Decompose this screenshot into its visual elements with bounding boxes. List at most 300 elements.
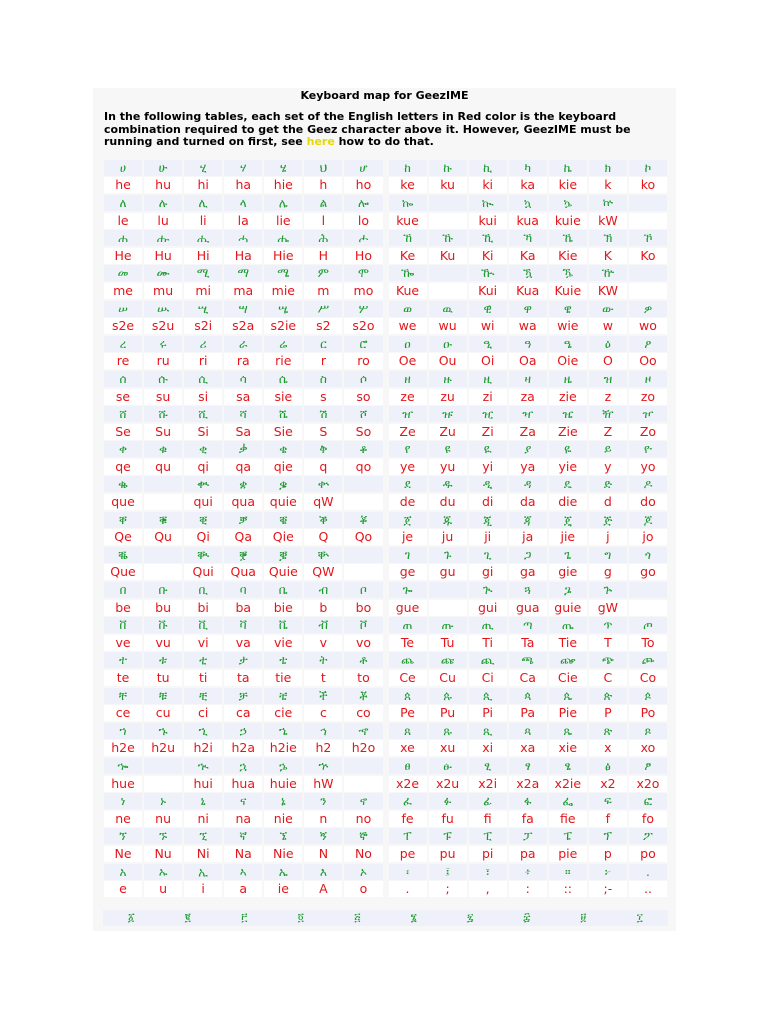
- geez-character-cell: ጄ: [549, 512, 587, 528]
- geez-character-cell: ጲ: [469, 688, 507, 704]
- key-combination-cell: To: [629, 635, 667, 651]
- key-combination-cell: ra: [224, 353, 262, 369]
- key-combination-cell: ni: [184, 811, 222, 827]
- geez-character-cell: ኙ: [144, 828, 182, 844]
- geez-character-cell: ኄ: [264, 723, 302, 739]
- geez-character-cell: ፑ: [429, 828, 467, 844]
- geez-character-cell: ዘ: [389, 371, 427, 387]
- geez-character-cell: ድ: [589, 476, 627, 492]
- geez-character-cell: ዀ: [389, 265, 427, 281]
- key-combination-cell: wi: [469, 318, 507, 334]
- key-combination-cell: yu: [429, 459, 467, 475]
- key-combination-cell: N: [304, 846, 342, 862]
- key-combination-cell: Zie: [549, 424, 587, 440]
- geez-character-cell: ኡ: [144, 864, 182, 880]
- key-combination-cell: w: [589, 318, 627, 334]
- geez-character-cell: ኣ: [224, 864, 262, 880]
- key-combination-cell: qu: [144, 459, 182, 475]
- key-combination-cell: Po: [629, 705, 667, 721]
- key-combination-cell: wie: [549, 318, 587, 334]
- geez-character-cell: ሲ: [184, 371, 222, 387]
- geez-character-cell: ኛ: [224, 828, 262, 844]
- geez-character-row: [103, 229, 668, 247]
- key-combination-cell: kW: [589, 213, 627, 229]
- key-combination-cell: O: [589, 353, 627, 369]
- key-combination-row: [103, 810, 668, 828]
- key-combination-cell: lie: [264, 213, 302, 229]
- geez-character-cell: ፉ: [429, 793, 467, 809]
- key-combination-row: [103, 353, 668, 371]
- geez-character-cell: ቶ: [344, 652, 382, 668]
- key-combination-cell: va: [224, 635, 262, 651]
- key-combination-cell: ne: [104, 811, 142, 827]
- geez-character-cell: [344, 476, 382, 492]
- key-combination-cell: kua: [509, 213, 547, 229]
- geez-character-cell: ዐ: [389, 336, 427, 352]
- geez-character-cell: ቀ: [104, 441, 142, 457]
- geez-character-cell: አ: [104, 864, 142, 880]
- key-combination-cell: so: [344, 389, 382, 405]
- key-combination-cell: r: [304, 353, 342, 369]
- geez-character-cell: ኍ: [304, 758, 342, 774]
- key-combination-row: [103, 317, 668, 335]
- geez-character-cell: ፐ: [389, 828, 427, 844]
- key-combination-cell: Nu: [144, 846, 182, 862]
- key-combination-cell: Si: [184, 424, 222, 440]
- geez-character-cell: ሓ: [224, 230, 262, 246]
- geez-character-cell: ቆ: [344, 441, 382, 457]
- key-combination-cell: h2ie: [264, 740, 302, 756]
- key-combination-cell: [144, 494, 182, 510]
- geez-character-cell: ኂ: [184, 723, 222, 739]
- key-combination-cell: [144, 564, 182, 580]
- key-combination-row: [103, 423, 668, 441]
- geez-character-cell: ሃ: [224, 160, 262, 176]
- key-combination-cell: hu: [144, 177, 182, 193]
- key-combination-cell: nie: [264, 811, 302, 827]
- geez-character-cell: ጹ: [429, 723, 467, 739]
- key-combination-cell: p: [589, 846, 627, 862]
- geez-character-cell: [429, 582, 467, 598]
- geez-character-cell: ኹ: [429, 230, 467, 246]
- key-combination-cell: ma: [224, 283, 262, 299]
- key-combination-cell: S: [304, 424, 342, 440]
- geez-character-cell: ጥ: [589, 617, 627, 633]
- geez-character-cell: ዪ: [469, 441, 507, 457]
- key-combination-cell: Na: [224, 846, 262, 862]
- key-combination-cell: to: [344, 670, 382, 686]
- key-combination-cell: ye: [389, 459, 427, 475]
- geez-character-cell: ሉ: [144, 195, 182, 211]
- key-combination-cell: f: [589, 811, 627, 827]
- geez-character-cell: ኲ: [469, 195, 507, 211]
- key-combination-cell: [429, 213, 467, 229]
- geez-character-cell: ኢ: [184, 864, 222, 880]
- geez-character-cell: በ: [104, 582, 142, 598]
- geez-character-cell: ላ: [224, 195, 262, 211]
- geez-character-cell: ዴ: [549, 476, 587, 492]
- geez-character-row: [103, 265, 668, 283]
- key-combination-cell: bu: [144, 600, 182, 616]
- geez-character-cell: ሻ: [224, 406, 262, 422]
- key-combination-cell: fi: [469, 811, 507, 827]
- key-combination-cell: Qua: [224, 564, 262, 580]
- key-combination-cell: de: [389, 494, 427, 510]
- geez-character-cell: ቝ: [304, 547, 342, 563]
- key-combination-cell: g: [589, 564, 627, 580]
- key-combination-cell: hua: [224, 776, 262, 792]
- geez-character-cell: ቦ: [344, 582, 382, 598]
- geez-character-cell: ሱ: [144, 371, 182, 387]
- key-combination-cell: ko: [629, 177, 667, 193]
- key-combination-row: [103, 845, 668, 863]
- geez-character-cell: ይ: [589, 441, 627, 457]
- key-combination-cell: ce: [104, 705, 142, 721]
- key-combination-cell: h2i: [184, 740, 222, 756]
- key-combination-cell: hW: [304, 776, 342, 792]
- geez-character-cell: ቍ: [304, 476, 342, 492]
- geez-character-cell: [144, 547, 182, 563]
- key-combination-cell: xu: [429, 740, 467, 756]
- key-combination-cell: ,: [469, 881, 507, 897]
- key-combination-cell: s2ie: [264, 318, 302, 334]
- key-combination-cell: Pe: [389, 705, 427, 721]
- key-combination-row: [103, 564, 668, 582]
- geez-character-cell: ፃ: [509, 758, 547, 774]
- geez-character-row: [103, 194, 668, 212]
- key-combination-cell: re: [104, 353, 142, 369]
- geez-character-cell: ፕ: [589, 828, 627, 844]
- geez-character-cell: [344, 547, 382, 563]
- key-combination-cell: qua: [224, 494, 262, 510]
- geez-character-cell: ጃ: [509, 512, 547, 528]
- geez-character-cell: ቑ: [144, 512, 182, 528]
- key-combination-cell: Oie: [549, 353, 587, 369]
- geez-character-cell: ቢ: [184, 582, 222, 598]
- key-combination-cell: Qa: [224, 529, 262, 545]
- key-combination-cell: ci: [184, 705, 222, 721]
- key-combination-cell: n: [304, 811, 342, 827]
- key-combination-row: [103, 669, 668, 687]
- key-combination-cell: ca: [224, 705, 262, 721]
- geez-character-cell: ወ: [389, 301, 427, 317]
- geez-character-row: [103, 476, 668, 494]
- geez-character-cell: [429, 195, 467, 211]
- geez-numeral-cell: ፬: [297, 911, 304, 924]
- geez-character-cell: ቅ: [304, 441, 342, 457]
- key-combination-cell: je: [389, 529, 427, 545]
- geez-character-cell: ጡ: [429, 617, 467, 633]
- geez-character-cell: ህ: [304, 160, 342, 176]
- key-combination-cell: hi: [184, 177, 222, 193]
- key-combination-cell: e: [104, 881, 142, 897]
- geez-character-cell: ጣ: [509, 617, 547, 633]
- key-combination-row: [103, 493, 668, 511]
- key-combination-cell: Q: [304, 529, 342, 545]
- geez-numeral-cell: ፯: [466, 911, 474, 924]
- geez-character-cell: ኒ: [184, 793, 222, 809]
- geez-character-row: [103, 616, 668, 634]
- geez-character-cell: ሣ: [224, 301, 262, 317]
- key-combination-cell: fu: [429, 811, 467, 827]
- key-combination-cell: du: [429, 494, 467, 510]
- geez-character-cell: ዡ: [429, 406, 467, 422]
- key-combination-cell: lo: [344, 213, 382, 229]
- geez-character-cell: [429, 265, 467, 281]
- key-combination-cell: Za: [509, 424, 547, 440]
- key-combination-cell: ::: [549, 881, 587, 897]
- key-combination-cell: QW: [304, 564, 342, 580]
- key-combination-cell: [344, 494, 382, 510]
- geez-character-cell: ሁ: [144, 160, 182, 176]
- key-combination-cell: Oe: [389, 353, 427, 369]
- geez-character-cell: ዄ: [549, 265, 587, 281]
- geez-character-cell: ፦: [589, 864, 627, 880]
- key-combination-cell: Que: [104, 564, 142, 580]
- geez-character-cell: ፎ: [629, 793, 667, 809]
- geez-character-cell: .: [629, 864, 667, 880]
- geez-character-cell: ፡: [389, 864, 427, 880]
- geez-character-cell: ዂ: [469, 265, 507, 281]
- geez-character-cell: ሄ: [264, 160, 302, 176]
- geez-character-cell: ሂ: [184, 160, 222, 176]
- key-combination-cell: na: [224, 811, 262, 827]
- geez-numeral-cell: ፭: [354, 911, 361, 924]
- key-combination-cell: si: [184, 389, 222, 405]
- key-combination-cell: m: [304, 283, 342, 299]
- key-combination-cell: No: [344, 846, 382, 862]
- geez-character-cell: ዤ: [549, 406, 587, 422]
- key-combination-cell: mie: [264, 283, 302, 299]
- geez-character-cell: ፌ: [549, 793, 587, 809]
- geez-character-cell: ሺ: [184, 406, 222, 422]
- geez-character-cell: ዕ: [589, 336, 627, 352]
- geez-character-row: [103, 335, 668, 353]
- geez-character-cell: ኔ: [264, 793, 302, 809]
- geez-numeral-cell: ፪: [184, 911, 191, 924]
- geez-character-cell: ብ: [304, 582, 342, 598]
- key-combination-cell: ke: [389, 177, 427, 193]
- geez-character-cell: ጺ: [469, 723, 507, 739]
- key-combination-cell: kuie: [549, 213, 587, 229]
- geez-character-cell: ቸ: [104, 688, 142, 704]
- geez-character-cell: ሌ: [264, 195, 302, 211]
- geez-character-cell: ጦ: [629, 617, 667, 633]
- key-combination-cell: Kuie: [549, 283, 587, 299]
- key-combination-row: [103, 177, 668, 195]
- key-combination-cell: Tie: [549, 635, 587, 651]
- key-combination-cell: T: [589, 635, 627, 651]
- geez-character-cell: ጱ: [429, 688, 467, 704]
- geez-character-row: [103, 863, 668, 881]
- geez-numeral-cell: ፰: [523, 911, 531, 924]
- key-combination-cell: zo: [629, 389, 667, 405]
- key-combination-cell: ka: [509, 177, 547, 193]
- page-title: Keyboard map for GeezIME: [300, 89, 469, 102]
- key-combination-cell: x2u: [429, 776, 467, 792]
- key-combination-cell: Quie: [264, 564, 302, 580]
- key-combination-cell: po: [629, 846, 667, 862]
- geez-character-cell: ጆ: [629, 512, 667, 528]
- key-combination-cell: Tu: [429, 635, 467, 651]
- key-combination-cell: Cu: [429, 670, 467, 686]
- geez-character-row: [103, 757, 668, 775]
- geez-character-cell: ል: [304, 195, 342, 211]
- geez-character-row: [103, 300, 668, 318]
- geez-character-cell: ቲ: [184, 652, 222, 668]
- key-combination-cell: b: [304, 600, 342, 616]
- geez-character-cell: ዛ: [509, 371, 547, 387]
- key-combination-cell: C: [589, 670, 627, 686]
- geez-character-cell: ቃ: [224, 441, 262, 457]
- key-combination-cell: [144, 776, 182, 792]
- intro-paragraph: [104, 111, 669, 149]
- geez-character-cell: ጐ: [389, 582, 427, 598]
- geez-character-cell: [629, 582, 667, 598]
- key-combination-cell: Ne: [104, 846, 142, 862]
- key-combination-cell: fo: [629, 811, 667, 827]
- geez-character-cell: ሾ: [344, 406, 382, 422]
- geez-character-cell: ታ: [224, 652, 262, 668]
- geez-character-cell: ቮ: [344, 617, 382, 633]
- geez-character-cell: ኴ: [549, 195, 587, 211]
- geez-character-cell: ማ: [224, 265, 262, 281]
- key-combination-cell: xe: [389, 740, 427, 756]
- key-combination-cell: pa: [509, 846, 547, 862]
- geez-character-cell: ደ: [389, 476, 427, 492]
- key-combination-cell: v: [304, 635, 342, 651]
- key-combination-cell: qo: [344, 459, 382, 475]
- geez-character-cell: ኞ: [344, 828, 382, 844]
- key-combination-cell: s: [304, 389, 342, 405]
- geez-character-cell: ፊ: [469, 793, 507, 809]
- geez-character-row: [103, 581, 668, 599]
- key-combination-cell: fa: [509, 811, 547, 827]
- key-combination-cell: ha: [224, 177, 262, 193]
- geez-character-cell: ጂ: [469, 512, 507, 528]
- key-combination-cell: Zu: [429, 424, 467, 440]
- key-combination-cell: x: [589, 740, 627, 756]
- key-combination-cell: K: [589, 248, 627, 264]
- geez-character-cell: ፓ: [509, 828, 547, 844]
- key-combination-cell: zu: [429, 389, 467, 405]
- geez-character-cell: ኵ: [589, 195, 627, 211]
- geez-character-cell: ጸ: [389, 723, 427, 739]
- geez-character-cell: ፣: [469, 864, 507, 880]
- key-combination-cell: ri: [184, 353, 222, 369]
- geez-character-cell: ዃ: [509, 265, 547, 281]
- key-combination-cell: ba: [224, 600, 262, 616]
- key-combination-cell: Hi: [184, 248, 222, 264]
- geez-character-row: [103, 370, 668, 388]
- geez-numeral-cell: ፩: [127, 911, 135, 924]
- key-combination-cell: hue: [104, 776, 142, 792]
- key-combination-cell: ..: [629, 881, 667, 897]
- geez-character-cell: ቾ: [344, 688, 382, 704]
- key-combination-cell: z: [589, 389, 627, 405]
- key-combination-cell: So: [344, 424, 382, 440]
- geez-character-cell: ጻ: [509, 723, 547, 739]
- key-combination-cell: .: [389, 881, 427, 897]
- geez-character-cell: ሀ: [104, 160, 142, 176]
- key-combination-cell: ta: [224, 670, 262, 686]
- geez-character-cell: ኊ: [184, 758, 222, 774]
- geez-character-cell: ቡ: [144, 582, 182, 598]
- geez-character-cell: ሞ: [344, 265, 382, 281]
- geez-character-cell: ዮ: [629, 441, 667, 457]
- help-link[interactable]: here: [306, 135, 335, 148]
- key-combination-cell: di: [469, 494, 507, 510]
- geez-character-cell: ዥ: [589, 406, 627, 422]
- geez-character-cell: ጾ: [629, 723, 667, 739]
- key-combination-cell: lu: [144, 213, 182, 229]
- geez-numerals-row: [103, 910, 668, 926]
- key-combination-cell: ru: [144, 353, 182, 369]
- key-combination-cell: h2a: [224, 740, 262, 756]
- key-combination-cell: ju: [429, 529, 467, 545]
- geez-character-cell: ጳ: [509, 688, 547, 704]
- key-combination-cell: Ku: [429, 248, 467, 264]
- geez-character-cell: ኈ: [104, 758, 142, 774]
- geez-character-cell: ቘ: [104, 547, 142, 563]
- key-combination-cell: Kie: [549, 248, 587, 264]
- key-combination-cell: Nie: [264, 846, 302, 862]
- geez-character-cell: ዙ: [429, 371, 467, 387]
- geez-character-cell: ክ: [589, 160, 627, 176]
- geez-character-row: [103, 441, 668, 459]
- geez-character-cell: ዢ: [469, 406, 507, 422]
- key-combination-cell: [344, 564, 382, 580]
- geez-character-row: [103, 652, 668, 670]
- key-combination-cell: ga: [509, 564, 547, 580]
- geez-character-cell: ኦ: [344, 864, 382, 880]
- geez-character-cell: ግ: [589, 547, 627, 563]
- geez-character-cell: ዔ: [549, 336, 587, 352]
- geez-character-cell: ዌ: [549, 301, 587, 317]
- geez-character-cell: ረ: [104, 336, 142, 352]
- key-combination-row: [103, 740, 668, 758]
- key-combination-cell: q: [304, 459, 342, 475]
- geez-character-cell: ሐ: [104, 230, 142, 246]
- key-combination-cell: i: [184, 881, 222, 897]
- key-combination-row: [103, 880, 668, 898]
- key-combination-cell: Zo: [629, 424, 667, 440]
- key-combination-cell: h: [304, 177, 342, 193]
- geez-character-cell: ስ: [304, 371, 342, 387]
- geez-character-cell: ጉ: [429, 547, 467, 563]
- key-combination-cell: ge: [389, 564, 427, 580]
- geez-character-cell: ኝ: [304, 828, 342, 844]
- key-combination-cell: Qo: [344, 529, 382, 545]
- key-combination-cell: wo: [629, 318, 667, 334]
- key-combination-cell: ;-: [589, 881, 627, 897]
- geez-character-cell: ሬ: [264, 336, 302, 352]
- geez-character-cell: ዱ: [429, 476, 467, 492]
- geez-numeral-cell: ፱: [580, 911, 587, 924]
- key-combination-cell: sa: [224, 389, 262, 405]
- key-combination-cell: cie: [264, 705, 302, 721]
- keyboard-map-table: [103, 159, 668, 898]
- key-combination-cell: s2o: [344, 318, 382, 334]
- geez-character-cell: ሼ: [264, 406, 302, 422]
- geez-character-cell: ቻ: [224, 688, 262, 704]
- geez-character-cell: ሊ: [184, 195, 222, 211]
- geez-character-cell: ቊ: [184, 476, 222, 492]
- geez-character-cell: ጌ: [549, 547, 587, 563]
- geez-character-cell: ሡ: [144, 301, 182, 317]
- geez-character-cell: ፥: [509, 864, 547, 880]
- geez-character-cell: ቱ: [144, 652, 182, 668]
